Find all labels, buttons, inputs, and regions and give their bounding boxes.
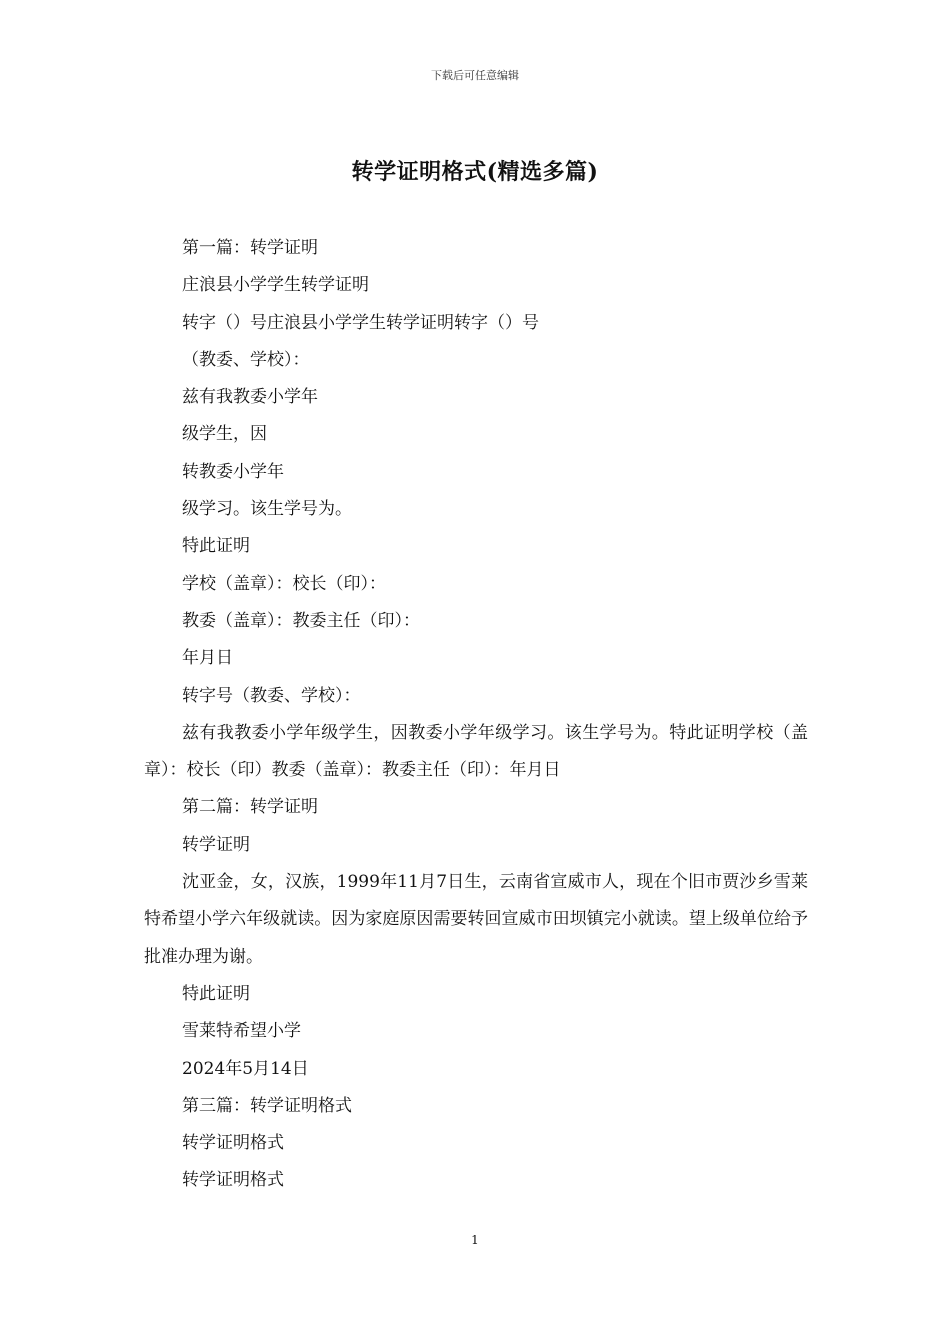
paragraph: 雪莱特希望小学	[182, 1021, 301, 1042]
paragraph: 特此证明	[182, 983, 250, 1004]
paragraph: （教委、学校）：	[182, 349, 310, 370]
paragraph: 教委（盖章）：教委主任（印）：	[182, 610, 420, 631]
paragraph: 庄浪县小学学生转学证明	[182, 275, 369, 296]
paragraph: 级学习。该生学号为。	[182, 499, 352, 520]
paragraph: 级学生，因	[182, 424, 267, 445]
paragraph: 2024年5月14日	[182, 1058, 309, 1079]
paragraph: 转学证明	[182, 834, 250, 855]
paragraph: 第一篇：转学证明	[182, 238, 318, 258]
paragraph: 兹有我教委小学年级学生，因教委小学年级学习。该生学号为。特此证明学校（盖章）：校长（印）教委（盖章）：教委主任（印）：年月日	[144, 722, 808, 781]
paragraph: 沈亚金，女，汉族，1999年11月7日生，云南省宣威市人，现在个旧市贾沙乡雪莱特希望小学六年级就读。因为家庭原因需要转回宣威市田坝镇完小就读。望上级单位给予批准办理为谢。	[144, 872, 808, 967]
paragraph: 年月日	[182, 648, 233, 669]
document-title: 转学证明格式(精选多篇)	[351, 159, 599, 185]
paragraph: 第三篇：转学证明格式	[182, 1095, 352, 1116]
paragraph: 特此证明	[182, 536, 250, 557]
paragraph: 转教委小学年	[182, 461, 284, 482]
paragraph: 转学证明格式	[182, 1170, 284, 1191]
paragraph: 兹有我教委小学年	[182, 387, 318, 408]
document-body	[144, 230, 808, 1200]
page-number: 1	[471, 1233, 479, 1247]
paragraph: 转学证明格式	[182, 1133, 284, 1154]
paragraph: 转字号（教委、学校）：	[182, 685, 361, 706]
paragraph: 转字（）号庄浪县小学学生转学证明转字（）号	[182, 312, 539, 333]
paragraph: 第二篇：转学证明	[182, 797, 318, 818]
header-note: 下载后可任意编辑	[431, 69, 519, 82]
paragraph: 学校（盖章）：校长（印）：	[182, 573, 386, 594]
